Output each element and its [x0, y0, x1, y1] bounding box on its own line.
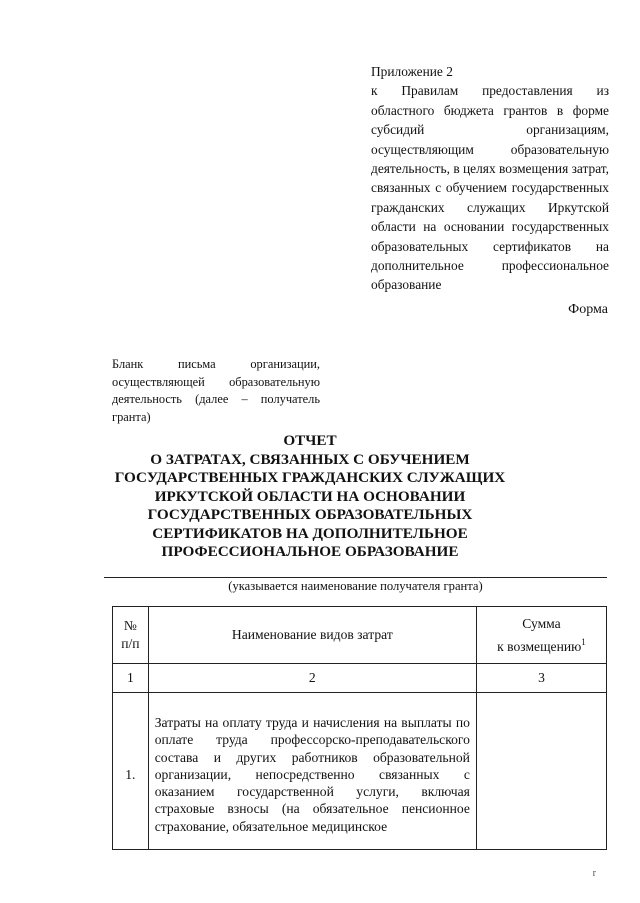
header-sum	[476, 607, 606, 664]
header-num-line2: п/п	[121, 636, 140, 651]
footnote-mark: 1	[581, 636, 586, 647]
recipient-underline	[104, 577, 607, 578]
report-title-rest: О ЗАТРАТАХ, СВЯЗАННЫХ С ОБУЧЕНИЕМ ГОСУДАРСТВЕННЫХ ГРАЖДАНСКИХ СЛУЖАЩИХ ИРКУТСКОЙ ОБЛАСТИ НА ОСНОВАНИИ ГОСУДАРСТВЕННЫХ ОБРАЗОВАТЕЛЬНЫХ СЕРТИФИКАТОВ НА ДОПОЛНИТЕЛЬНОЕ ПРОФЕССИОНАЛЬНОЕ ОБРАЗОВАНИЕ	[114, 450, 506, 560]
row-number: 1.	[113, 693, 149, 850]
appendix-text: к Правилам предоставления из областного бюджета грантов в форме субсидий организациям, осуществляющим образовательную деятельность, в целях возмещения затрат, связанных с обучением государственных гражданских служащих Иркутской области на основании государственных образовательных сертификатов на дополнительное профессиональное образование	[371, 83, 609, 293]
recipient-caption: (указывается наименование получателя гранта)	[228, 579, 483, 593]
header-name: Наименование видов затрат	[148, 607, 476, 664]
column-number: 3	[476, 664, 606, 693]
row-amount	[476, 693, 606, 850]
letterhead-note: Бланк письма организации, осуществляющей образовательную деятельность (далее – получатель гранта)	[112, 357, 320, 424]
table-header-row	[113, 607, 607, 664]
report-title-word: ОТЧЕТ	[283, 432, 337, 449]
row-text: Затраты на оплату труда и начисления на выплаты по оплате труда профессорско-преподавательского состава и других работников образовательной организации, непосредственно связанных с оказанием государственной услуги, включая страховые взносы (на обязательное пенсионное страхование, обязательное медицинское	[148, 693, 476, 850]
column-number: 2	[148, 664, 476, 693]
header-num	[113, 607, 149, 664]
table-row	[113, 693, 607, 850]
corner-mark: r	[592, 868, 596, 879]
costs-table	[112, 606, 607, 850]
header-num-line1: №	[123, 618, 137, 633]
form-label: Форма	[568, 302, 608, 317]
report-title	[100, 432, 520, 562]
column-number-row	[113, 664, 607, 693]
header-sum-line2-text: к возмещению	[497, 638, 582, 654]
column-number: 1	[113, 664, 149, 693]
header-sum-line1: Сумма	[522, 615, 561, 631]
appendix-title: Приложение 2	[371, 64, 453, 79]
appendix-block	[371, 62, 609, 295]
header-sum-line2	[477, 633, 606, 656]
